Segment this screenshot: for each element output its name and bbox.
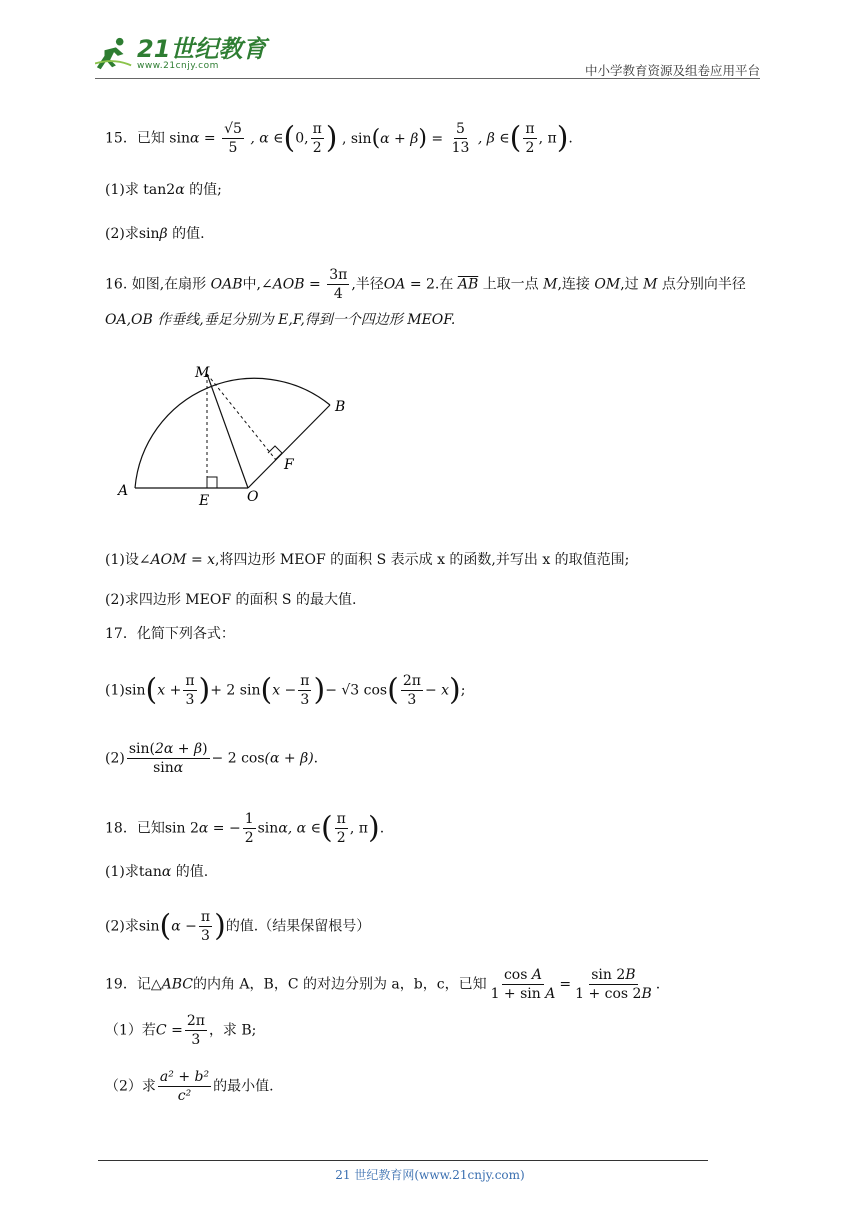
segment-ob bbox=[248, 405, 330, 488]
q17-part2: (2) $\frac{\sin(2\alpha + \beta)}{\sin\alpha}$ − 2 cos(α + β). bbox=[105, 741, 319, 776]
site-logo bbox=[95, 35, 266, 73]
page-header bbox=[95, 35, 760, 80]
logo-title: 21世纪教育 bbox=[137, 35, 267, 63]
q15-part2: (2)求sinβ 的值. bbox=[105, 226, 205, 242]
label-b: B bbox=[335, 399, 346, 415]
arc-ab bbox=[135, 378, 330, 488]
q15-part1: (1)求 tan2α 的值; bbox=[105, 182, 222, 198]
q16-part2: (2)求四边形 MEOF 的面积 S 的最大值. bbox=[105, 592, 357, 608]
header-divider bbox=[95, 78, 760, 79]
q16-part1: (1)设∠AOM = x,将四边形 MEOF 的面积 S 表示成 x 的函数,并写出 x 的取值范围; bbox=[105, 552, 630, 568]
label-o: O bbox=[247, 489, 259, 505]
label-a: A bbox=[118, 483, 129, 499]
question-16: 16. 如图,在扇形 OAB中,∠AOB = $\frac{3\pi}{4}$ ,半径OA = 2.在 $\overline{AB}$ 上取一点 M,连接 OM,过 M 点分别向半径 bbox=[105, 267, 746, 302]
footer-divider bbox=[98, 1160, 708, 1161]
header-platform-text: 中小学教育资源及组卷应用平台 bbox=[584, 63, 760, 78]
runner-logo-icon bbox=[95, 35, 133, 73]
question-19: 19．记△ABC的内角 A，B，C 的对边分别为 a，b，c，已知 $\frac{\text{cos A}}{\text{1 + sin A}}$ = $\frac{\sin 2B}{1 + \cos 2B}$ . bbox=[105, 967, 661, 1002]
right-angle-e bbox=[207, 477, 217, 488]
right-angle-f bbox=[268, 446, 282, 460]
q16-line2: OA,OB 作垂线,垂足分别为 E,F,得到一个四边形 MEOF. bbox=[105, 312, 456, 328]
label-m: M bbox=[195, 365, 210, 381]
segment-mf bbox=[207, 374, 276, 460]
label-e: E bbox=[199, 493, 210, 509]
q19-part1: （1）若C = $\frac{2\pi}{3}$ ，求 B; bbox=[105, 1013, 257, 1048]
question-18: 18．已知sin 2α = − $\frac{1}{2}$ sinα, α ∈( $\frac{\pi}{2}$ , π). bbox=[105, 810, 385, 846]
q18-part2: (2)求sin(α − $\frac{\pi}{3}$ )的值.（结果保留根号） bbox=[105, 908, 371, 944]
footer-link[interactable]: 21 世纪教育网(www.21cnjy.com) bbox=[335, 1168, 525, 1182]
segment-om bbox=[207, 374, 248, 488]
label-f: F bbox=[284, 457, 294, 473]
question-17: 17．化简下列各式： bbox=[105, 626, 235, 642]
q15-stem: 15．已知 bbox=[105, 130, 165, 147]
sector-figure bbox=[110, 360, 360, 510]
q17-part1: (1)sin(x + $\frac{\pi}{3}$ )+ 2 sin(x − $\frac{\pi}{3}$ )− √3 cos( $\frac{2\pi}{3}$ − x); bbox=[105, 672, 466, 708]
q19-part2: （2）求 $\frac{\text{a² + b²}}{\text{c²}}$ 的最小值. bbox=[105, 1069, 274, 1104]
question-15: 15．已知 sinα = $\frac{√5}{5}$ , α ∈(0, $\frac{\pi}{2}$ ) , sin(α + β) = $\frac{5}{13}$ , β ∈( $\frac{\pi}{2}$ , π). bbox=[105, 120, 573, 156]
logo-url: www.21cnjy.com bbox=[137, 61, 219, 71]
q18-part1: (1)求tanα 的值. bbox=[105, 864, 209, 880]
